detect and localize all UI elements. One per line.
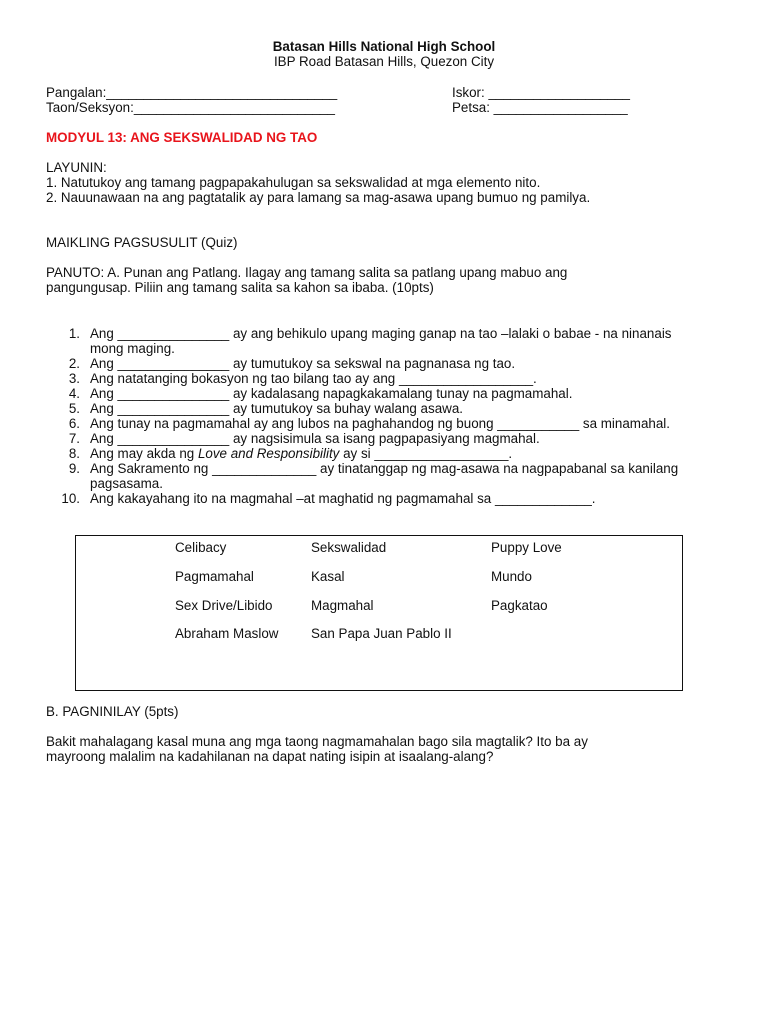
school-address: IBP Road Batasan Hills, Quezon City <box>273 54 495 69</box>
word-bank-item: Magmahal <box>311 598 374 613</box>
year-section-field: Taon/Seksyon:___________________________ <box>46 100 335 115</box>
question-list <box>46 326 706 506</box>
question-item <box>46 416 706 431</box>
question-text-post: ay si __________________. <box>339 446 513 461</box>
question-number: 6. <box>68 416 80 431</box>
question-item <box>46 431 706 446</box>
question-number: 3. <box>68 371 80 386</box>
instructions-line: PANUTO: A. Punan ang Patlang. Ilagay ang tamang salita sa patlang upang mabuo ang <box>46 265 568 280</box>
question-item <box>46 371 706 386</box>
score-field: Iskor: ___________________ <box>452 85 630 100</box>
instructions-line: pangungusap. Piliin ang tamang salita sa kahon sa ibaba. (10pts) <box>46 280 434 295</box>
question-number: 5. <box>68 401 80 416</box>
question-number: 4. <box>68 386 80 401</box>
objectives-heading: LAYUNIN: <box>46 160 107 175</box>
question-item <box>46 446 706 461</box>
question-item <box>46 401 706 416</box>
question-text: Ang natatanging bokasyon ng tao bilang tao ay ang __________________. <box>90 371 537 386</box>
question-number: 10. <box>61 491 80 506</box>
question-item <box>46 461 706 491</box>
question-number: 9. <box>68 461 80 476</box>
objective-item: 2. Nauunawaan na ang pagtatalik ay para lamang sa mag-asawa upang bumuo ng pamilya. <box>46 190 591 205</box>
date-field: Petsa: __________________ <box>452 100 628 115</box>
reflection-question: Bakit mahalagang kasal muna ang mga taong nagmamahalan bago sila magtalik? Ito ba ay <box>46 734 588 749</box>
question-text: Ang _______________ ay nagsisimula sa isang pagpapasiyang magmahal. <box>90 431 540 446</box>
word-bank-box <box>75 535 683 691</box>
word-bank-item: Puppy Love <box>491 540 562 555</box>
question-text: Ang _______________ ay kadalasang napagkakamalang tunay na pagmamahal. <box>90 386 573 401</box>
question-item <box>46 326 706 356</box>
quiz-heading: MAIKLING PAGSUSULIT (Quiz) <box>46 235 238 250</box>
book-title: Love and Responsibility <box>197 446 340 461</box>
question-text: Ang _______________ ay tumutukoy sa buhay walang asawa. <box>90 401 463 416</box>
question-number: 8. <box>68 446 80 461</box>
question-number: 1. <box>68 326 80 341</box>
question-text: Ang kakayahang ito na magmahal –at maghatid ng pagmamahal sa _____________. <box>90 491 596 506</box>
word-bank-item: Celibacy <box>175 540 227 555</box>
question-text: Ang Sakramento ng ______________ ay tinatanggap ng mag-asawa na nagpapabanal sa kanilang pagsasama. <box>90 461 679 491</box>
question-number: 7. <box>68 431 80 446</box>
reflection-question: mayroong malalim na kadahilanan na dapat nating isipin at isaalang-alang? <box>46 749 494 764</box>
school-name: Batasan Hills National High School <box>272 39 496 54</box>
module-title: MODYUL 13: ANG SEKSWALIDAD NG TAO <box>46 130 318 145</box>
word-bank-item: Pagkatao <box>491 598 548 613</box>
word-bank-item: Abraham Maslow <box>175 626 279 641</box>
word-bank-item: Sekswalidad <box>311 540 387 555</box>
objective-item: 1. Natutukoy ang tamang pagpapakahulugan sa sekswalidad at mga elemento nito. <box>46 175 541 190</box>
question-item <box>46 491 706 506</box>
question-item <box>46 356 706 371</box>
question-text: Ang tunay na pagmamahal ay ang lubos na paghahandog ng buong ___________ sa minamahal. <box>90 416 670 431</box>
reflection-heading: B. PAGNINILAY (5pts) <box>46 704 179 719</box>
word-bank-item: Pagmamahal <box>175 569 254 584</box>
question-text-pre: Ang may akda ng <box>90 446 198 461</box>
question-text: Ang _______________ ay tumutukoy sa sekswal na pagnanasa ng tao. <box>90 356 516 371</box>
word-bank-item: Sex Drive/Libido <box>175 598 273 613</box>
question-text: Ang _______________ ay ang behikulo upang maging ganap na tao –lalaki o babae - na ninanais mong maging. <box>90 326 672 356</box>
word-bank-item: Kasal <box>311 569 345 584</box>
word-bank-item: Mundo <box>491 569 532 584</box>
question-number: 2. <box>68 356 80 371</box>
name-field: Pangalan:_______________________________ <box>46 85 338 100</box>
question-item <box>46 386 706 401</box>
word-bank-item: San Papa Juan Pablo II <box>311 626 452 641</box>
